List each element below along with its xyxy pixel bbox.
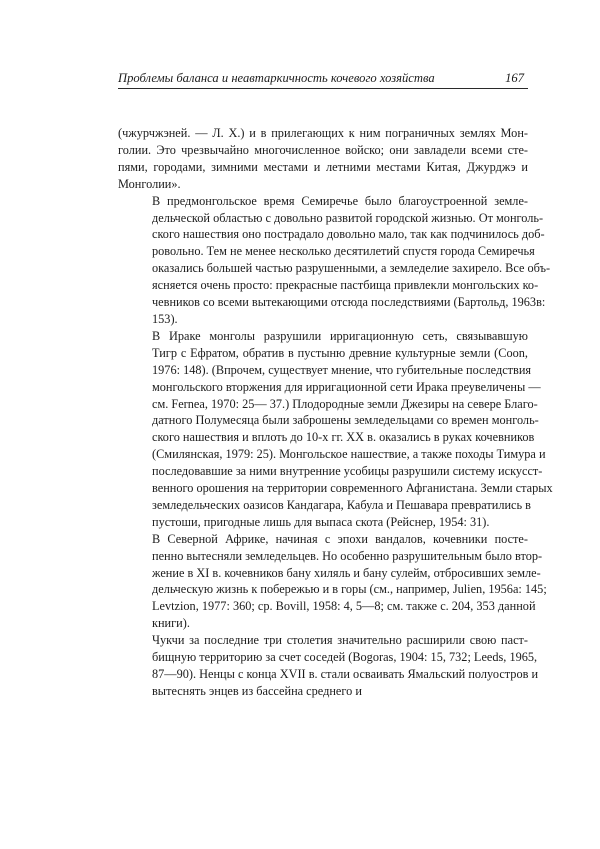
text-line: ровольно. Тем не менее несколько десятилетий спустя города Семиречья — [152, 244, 535, 259]
text-line: (Смилянская, 1979: 25). Монгольское нашествие, а также походы Тимура и — [152, 447, 546, 462]
text-line: оказались большей частью разрушенными, а земледелие захирело. Все объ- — [152, 261, 551, 276]
text-line: 87—90). Ненцы с конца XVII в. стали осваивать Ямальский полуостров и — [152, 667, 539, 681]
text-line: 1976: 148). (Впрочем, существует мнение, что губительные последствия — [152, 362, 532, 377]
text-line: чевников со всеми вытекающими отсюда последствиями (Бартольд, 1963в: — [152, 295, 546, 310]
paragraph — [118, 632, 539, 700]
text-line: монгольского вторжения для ирригационной сети Ирака преувеличены — — [152, 379, 541, 394]
paragraph — [118, 531, 547, 632]
text-line: дельческой областью с довольно развитой городской жизнью. От монголь- — [152, 210, 544, 225]
text-line: дельческую жизнь к побережью и в горы (см., например, Julien, 1956а: 145; — [152, 582, 547, 597]
text-line: ского нашествия оно пострадало довольно мало, так как подчинилось доб- — [152, 227, 545, 242]
text-line: Монголии». — [118, 176, 181, 191]
text-line: пями, городами, зимними местами и летними местами Китая, Джурджэ и — [118, 159, 528, 174]
text-line: бищную территорию за счет соседей (Bogoras, 1904: 15, 732; Leeds, 1965, — [152, 650, 538, 665]
text-line: вытеснять энцев из бассейна среднего и — [152, 683, 362, 698]
text-line: последовавшие за ними внутренние усобицы разрушили систему искусст- — [152, 464, 543, 479]
text-line: В предмонгольское время Семиречье было благоустроенной земле- — [152, 193, 528, 208]
running-header — [118, 70, 528, 89]
text-line: Тигр с Ефратом, обратив в пустыню древние культурные земли (Coon, — [152, 345, 528, 360]
text-line: (чжурчжэней. — Л. Х.) и в прилегающих к ним пограничных землях Мон- — [118, 126, 528, 140]
text-line: голии. Это чрезвычайно многочисленное войско; они завладели всеми сте- — [118, 142, 528, 157]
text-line: ского нашествия и вплоть до 10-х гг. XX в. оказались в руках кочевников — [152, 430, 535, 445]
text-line: книги). — [152, 616, 190, 631]
text-line: пенно вытесняли земледельцев. Но особенно разрушительным было втор- — [152, 548, 543, 563]
paragraph — [118, 193, 551, 328]
text-line: В Северной Африке, начиная с эпохи вандалов, кочевники посте- — [152, 531, 528, 546]
text-line: пустоши, пригодные лишь для выпаса скота (Рейснер, 1954: 31). — [152, 514, 490, 529]
text-line: см. Fernea, 1970: 25— 37.) Плодородные земли Джезиры на севере Благо- — [152, 396, 538, 411]
text-line: 153). — [152, 311, 178, 326]
page-number: 167 — [505, 71, 524, 85]
text-line: земледельческих оазисов Кандагара, Кабула и Пешавара превратились в — [152, 497, 531, 512]
text-line: Levtzion, 1977: 360; ср. Bovill, 1958: 4, 5—8; см. также с. 204, 353 данной — [152, 599, 536, 614]
paragraph — [118, 328, 553, 531]
book-page — [118, 70, 553, 700]
text-line: жение в XI в. кочевников бану хиляль и бану сулейм, отбросивших земле- — [152, 565, 541, 580]
paragraph — [118, 125, 528, 193]
text-line: венного орошения на территории современного Афганистана. Земли старых — [152, 481, 553, 496]
body-text — [118, 125, 553, 700]
text-line: В Ираке монголы разрушили ирригационную сеть, связывавшую — [152, 328, 528, 343]
text-line: датного Полумесяца были заброшены земледельцами со времен монголь- — [152, 413, 539, 428]
text-line: ясняется очень просто: прекрасные пастбища привлекли монгольских ко- — [152, 278, 539, 293]
running-header-title: Проблемы баланса и неавтаркичность кочевого хозяйства — [118, 71, 435, 85]
text-line: Чукчи за последние три столетия значительно расширили свою паст- — [152, 633, 528, 648]
